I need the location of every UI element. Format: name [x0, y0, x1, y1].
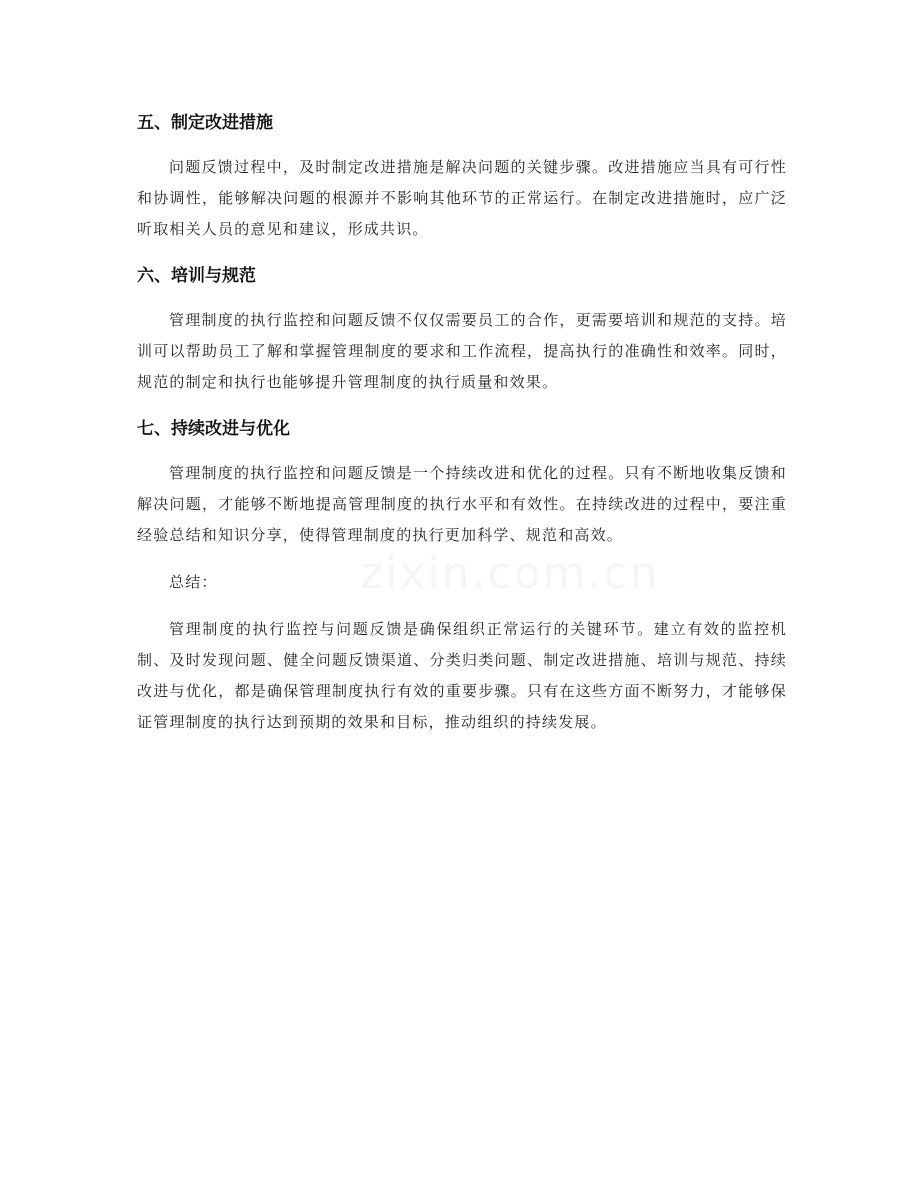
- section-paragraph: 管理制度的执行监控和问题反馈不仅仅需要员工的合作，更需要培训和规范的支持。培训可以帮助员工了解和掌握管理制度的要求和工作流程，提高执行的准确性和效率。同时，规范的制定和执行也能够提升管理制度的执行质量和效果。: [137, 311, 787, 391]
- section-paragraph: 问题反馈过程中，及时制定改进措施是解决问题的关键步骤。改进措施应当具有可行性和协调性，能够解决问题的根源并不影响其他环节的正常运行。在制定改进措施时，应广泛听取相关人员的意见和建议，形成共识。: [137, 158, 787, 238]
- section-paragraph: 管理制度的执行监控和问题反馈是一个持续改进和优化的过程。只有不断地收集反馈和解决问题，才能够不断地提高管理制度的执行水平和有效性。在持续改进的过程中，要注重经验总结和知识分享，使得管理制度的执行更加科学、规范和高效。: [137, 464, 787, 544]
- section-6: [137, 261, 787, 398]
- section-heading: 六、培训与规范: [137, 266, 256, 286]
- summary-label: 总结：: [169, 573, 218, 591]
- watermark-text: zixin.com.cn: [360, 548, 660, 599]
- section-7: [137, 414, 787, 551]
- document-body: [137, 108, 787, 754]
- section-heading: 七、持续改进与优化: [137, 419, 290, 439]
- section-5: [137, 108, 787, 245]
- summary-paragraph: 管理制度的执行监控与问题反馈是确保组织正常运行的关键环节。建立有效的监控机制、及时发现问题、健全问题反馈渠道、分类归类问题、制定改进措施、培训与规范、持续改进与优化，都是确保管理制度执行有效的重要步骤。只有在这些方面不断努力，才能够保证管理制度的执行达到预期的效果和目标，推动组织的持续发展。: [137, 620, 787, 731]
- summary-section: [137, 567, 787, 738]
- section-heading: 五、制定改进措施: [137, 113, 273, 133]
